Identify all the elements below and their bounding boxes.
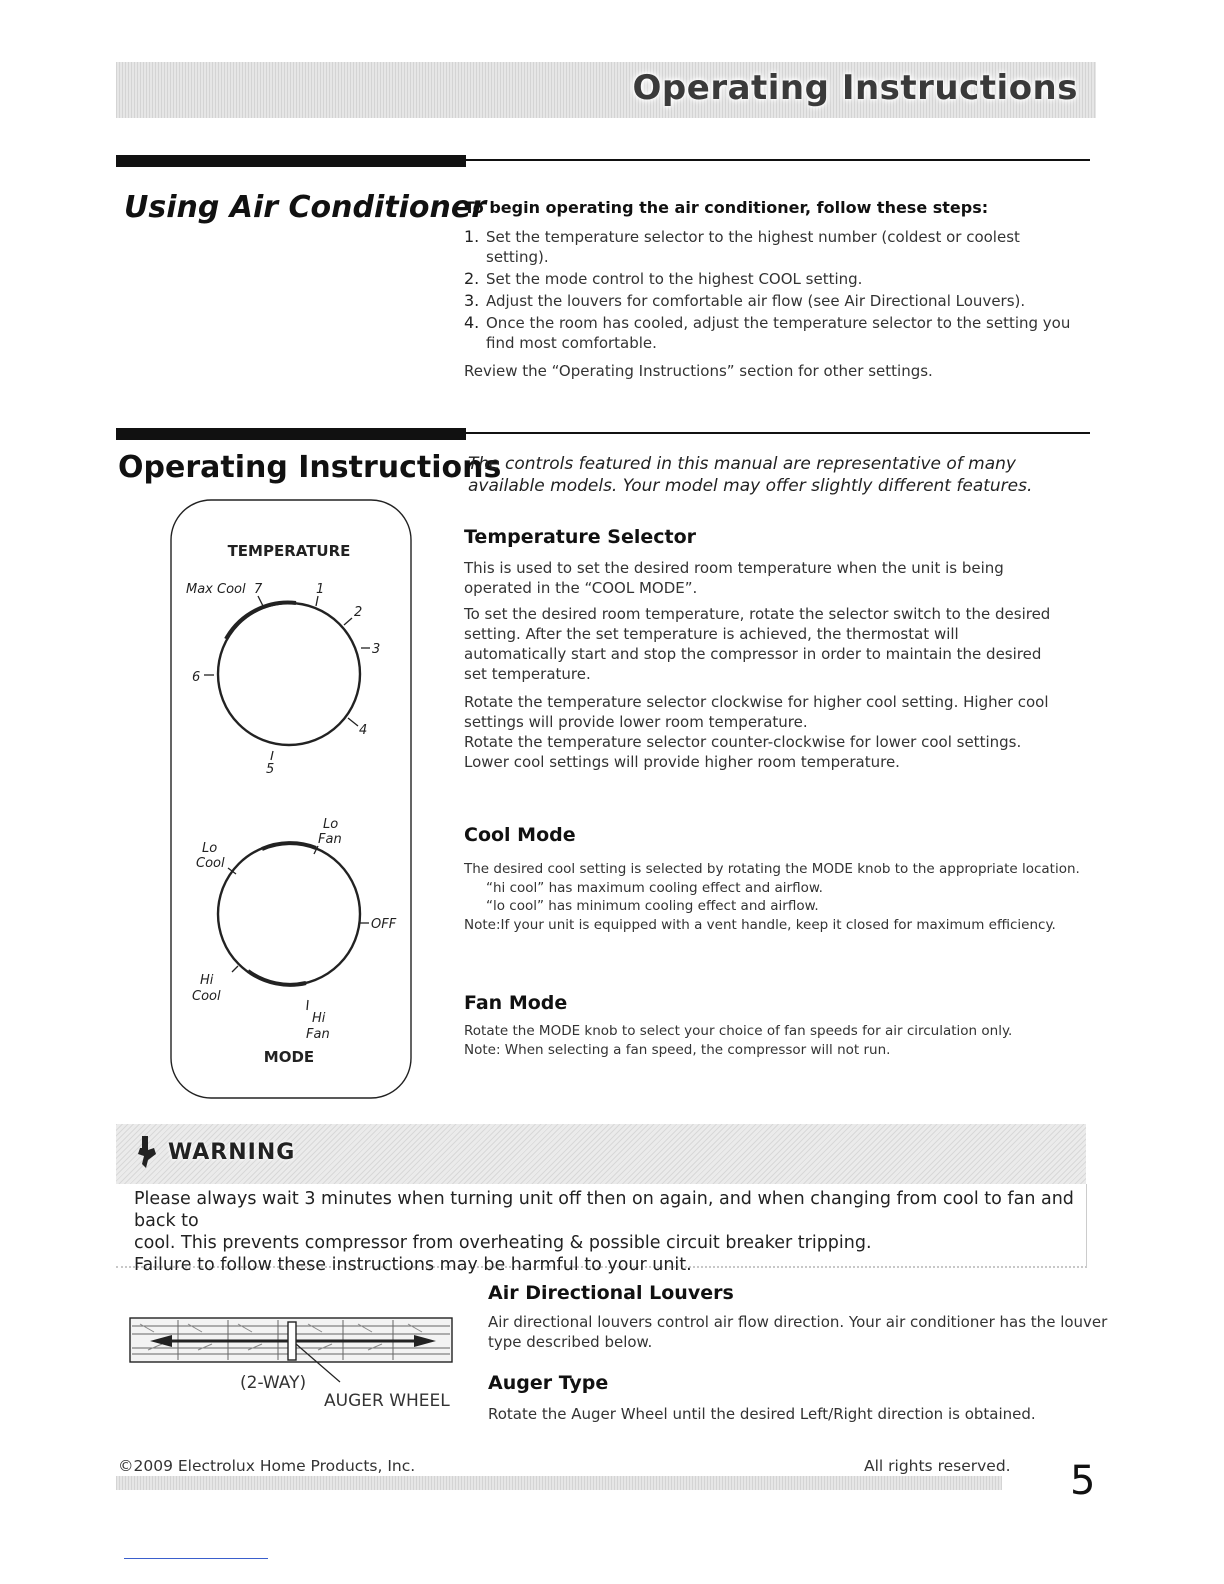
list-item: 3. Adjust the louvers for comfortable air flow (see Air Directional Louvers). [464, 291, 1026, 310]
warning-text [134, 1188, 1084, 1276]
mode-knob[interactable] [218, 843, 360, 985]
warning-header [116, 1124, 1086, 1184]
temperature-selector-section [464, 526, 1074, 772]
paragraph: “hi cool” has maximum cooling effect and airflow. [486, 879, 823, 896]
temp-mark-6: 6 [192, 670, 201, 685]
paragraph: This is used to set the desired room temperature when the unit is being operated in the “COOL MODE”. [464, 559, 1004, 597]
temp-mark-7: 7 [254, 582, 263, 597]
mode-mark-off: OFF [371, 917, 397, 932]
paragraph: Rotate the temperature selector clockwise for higher cool setting. Higher cool settings will provide lower room temperature. [464, 693, 1049, 731]
fan-mode-section [464, 992, 1084, 1059]
warning-line: cool. This prevents compressor from overheating & possible circuit breaker tripping. [134, 1233, 872, 1253]
auger-wheel[interactable] [288, 1322, 296, 1360]
paragraph: To set the desired room temperature, rotate the selector switch to the desired setting. After the set temperature is achieved, the thermostat will automatically start and stop the compressor in order to maintain the desired set temperature. [464, 605, 1051, 683]
temp-mark-4: 4 [359, 723, 368, 738]
louver-label-2way: (2-WAY) [240, 1373, 307, 1393]
mode-mark-lo-cool-1: Lo [202, 841, 218, 856]
header-band [116, 62, 1096, 118]
paragraph: The desired cool setting is selected by rotating the MODE knob to the appropriate location. [464, 861, 1080, 877]
temp-mark-1: 1 [316, 582, 325, 597]
air-louvers-heading: Air Directional Louvers [488, 1282, 734, 1304]
warning-hand-icon [132, 1134, 160, 1170]
paragraph: Rotate the Auger Wheel until the desired Left/Right direction is obtained. [488, 1405, 1036, 1423]
using-ac-content [464, 198, 1084, 381]
louver-figure [128, 1312, 458, 1412]
warning-line: Please always wait 3 minutes when turning unit off then on again, and when changing from cool to fan and back to [134, 1189, 1074, 1231]
paragraph: Note: When selecting a fan speed, the compressor will not run. [464, 1041, 891, 1058]
temp-mark-2: 2 [354, 605, 363, 620]
cool-mode-section [464, 824, 1104, 934]
temperature-selector-heading: Temperature Selector [464, 526, 697, 548]
footer-band [116, 1476, 1002, 1490]
auger-section [488, 1372, 1108, 1424]
louver-label-auger-wheel: AUGER WHEEL [324, 1391, 450, 1411]
page-number: 5 [1070, 1458, 1096, 1504]
paragraph: Note:If your unit is equipped with a vent handle, keep it closed for maximum efficiency. [464, 916, 1056, 933]
auger-heading: Auger Type [488, 1372, 609, 1394]
operating-note: The controls featured in this manual are representative of many available models. Your model may offer slightly different features. [468, 454, 1033, 496]
steps-list [464, 227, 1084, 353]
paragraph: Rotate the temperature selector counter-clockwise for lower cool settings. Lower cool settings will provide higher room temperature. [464, 733, 1022, 771]
temp-mark-max-cool: Max Cool [186, 582, 246, 597]
temperature-label: TEMPERATURE [227, 542, 351, 560]
warning-title: WARNING [168, 1140, 296, 1165]
section-rule-thick [116, 428, 466, 440]
mode-label: MODE [263, 1048, 315, 1066]
mode-mark-lo-fan-1: Lo [323, 817, 339, 832]
footer-copyright: ©2009 Electrolux Home Products, Inc. [118, 1457, 416, 1475]
list-item: 2. Set the mode control to the highest COOL setting. [464, 269, 863, 288]
mode-mark-hi-cool-2: Cool [192, 989, 221, 1004]
fan-mode-heading: Fan Mode [464, 992, 568, 1014]
mode-mark-lo-fan-2: Fan [318, 832, 342, 847]
section-title-operating: Operating Instructions [118, 450, 502, 485]
cool-mode-heading: Cool Mode [464, 824, 576, 846]
list-item: 1. Set the temperature selector to the highest number (coldest or coolest setting). [464, 227, 1020, 266]
temp-mark-3: 3 [372, 642, 381, 657]
paragraph: “lo cool” has minimum cooling effect and airflow. [486, 898, 819, 914]
list-item: 4. Once the room has cooled, adjust the temperature selector to the setting you find most comfortable. [464, 313, 1071, 352]
footer-rights: All rights reserved. [864, 1457, 1011, 1475]
warning-box [116, 1184, 1087, 1275]
control-panel-figure [166, 498, 418, 1104]
mode-mark-hi-fan-2: Fan [306, 1027, 330, 1042]
mode-mark-lo-cool-2: Cool [196, 856, 225, 871]
section-title-using-ac: Using Air Conditioner [124, 190, 486, 225]
page-header-title: Operating Instructions [632, 68, 1078, 108]
paragraph: Rotate the MODE knob to select your choice of fan speeds for air circulation only. [464, 1023, 1013, 1039]
using-ac-intro: To begin operating the air conditioner, follow these steps: [464, 198, 989, 217]
mode-mark-hi-fan-1: Hi [312, 1011, 326, 1026]
mode-mark-hi-cool-1: Hi [200, 973, 214, 988]
review-note: Review the “Operating Instructions” section for other settings. [464, 362, 933, 380]
bottom-line [124, 1558, 268, 1559]
air-louvers-section [488, 1282, 1108, 1352]
temp-mark-5: 5 [266, 762, 275, 777]
warning-line: Failure to follow these instructions may be harmful to your unit. [134, 1255, 692, 1275]
section-rule-thick [116, 155, 466, 167]
paragraph: Air directional louvers control air flow direction. Your air conditioner has the louver type described below. [488, 1313, 1108, 1351]
